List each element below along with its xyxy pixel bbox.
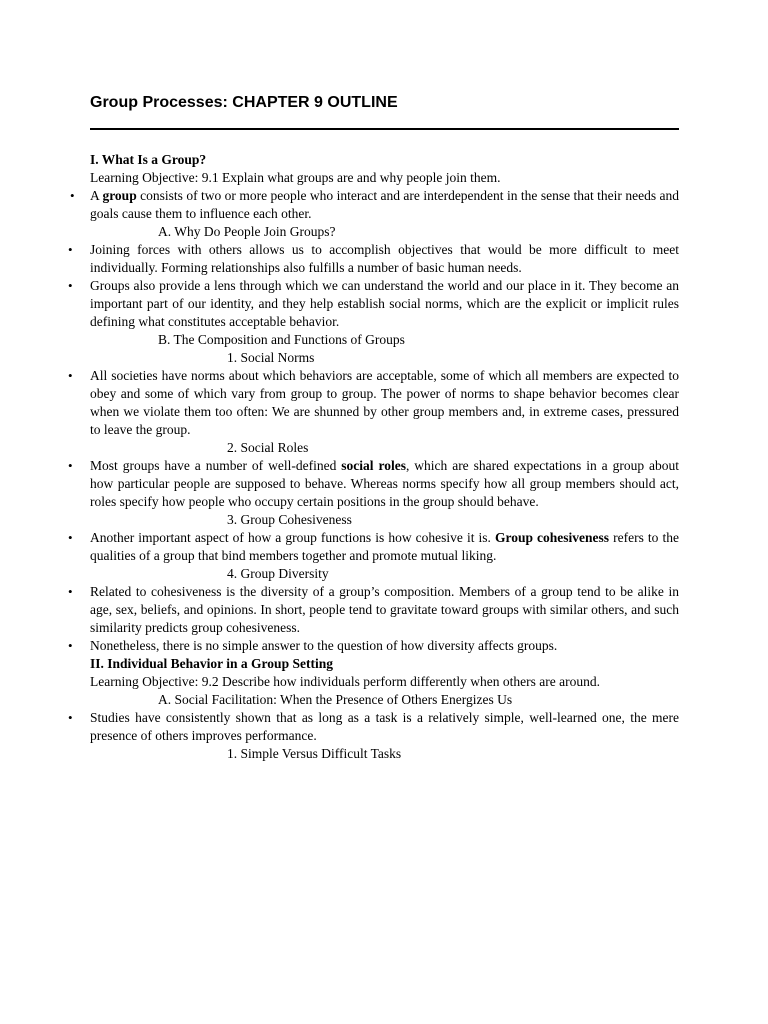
- bullet-icon: •: [68, 710, 73, 725]
- bullet-text: Groups also provide a lens through which we can understand the world and our place in it. They become an important part of our identity, and they help establish social norms, which are the explicit or implicit rules defining what constitutes acceptable behavior.: [90, 278, 679, 329]
- bullet-item: [68, 241, 679, 277]
- bullet-text: refers to the qualities of a group that bind members together and promote mutual liking.: [90, 530, 679, 563]
- section-heading: I. What Is a Group?: [90, 152, 207, 167]
- bullet-text: Related to cohesiveness is the diversity of a group’s composition. Members of a group tend to be alike in age, sex, beliefs, and opinions. In short, people tend to gravitate toward groups with similar others, and such similarity predicts group cohesiveness.: [90, 584, 679, 635]
- term-social-roles: social roles: [341, 458, 406, 473]
- section-heading: II. Individual Behavior in a Group Setting: [90, 656, 333, 671]
- subsection-heading: B. The Composition and Functions of Groups: [158, 332, 405, 347]
- term-group: group: [102, 188, 137, 203]
- subsection-heading: A. Social Facilitation: When the Presence of Others Energizes Us: [158, 692, 513, 707]
- bullet-text: All societies have norms about which behaviors are acceptable, some of which all members are expected to obey and some of which vary from group to group. The power of norms to shape behavior becomes clear when we violate them too often: We are shunned by other group members and, in extreme cases, pressured to leave the group.: [90, 368, 679, 437]
- bullet-icon: •: [68, 458, 73, 473]
- bullet-icon: •: [68, 368, 73, 383]
- bullet-text: Studies have consistently shown that as long as a task is a relatively simple, well-learned one, the mere presence of others improves performance.: [90, 710, 679, 743]
- term-group-cohesiveness: Group cohesiveness: [494, 530, 610, 545]
- bullet-text: A: [90, 188, 103, 203]
- learning-objective: Learning Objective: 9.2 Describe how individuals perform differently when others are around.: [90, 674, 600, 689]
- subsection-heading: A. Why Do People Join Groups?: [158, 224, 336, 239]
- bullet-item: [68, 457, 679, 511]
- bullet-icon: •: [68, 530, 73, 545]
- bullet-item: [68, 637, 679, 655]
- learning-objective: Learning Objective: 9.1 Explain what groups are and why people join them.: [90, 170, 501, 185]
- bullet-item: [68, 583, 679, 637]
- title-divider: [90, 128, 679, 130]
- bullet-text: consists of two or more people who interact and are interdependent in the sense that their needs and goals cause them to influence each other.: [90, 188, 679, 221]
- bullet-icon: •: [68, 278, 73, 293]
- bullet-item: [68, 709, 679, 745]
- bullet-text: , which are shared expectations in a group about how particular people are supposed to behave. Whereas norms specify how all group members should act, roles specify how people who occupy certain positions in the group should behave.: [90, 458, 679, 509]
- outline-body: [68, 151, 679, 763]
- bullet-icon: •: [68, 584, 73, 599]
- page-title: Group Processes: CHAPTER 9 OUTLINE: [90, 94, 398, 111]
- bullet-icon: •: [68, 638, 73, 653]
- numbered-heading: 1. Social Norms: [227, 350, 315, 365]
- bullet-item: [68, 277, 679, 331]
- bullet-text: Another important aspect of how a group functions is how cohesive it is.: [90, 530, 495, 545]
- bullet-icon: •: [68, 242, 73, 257]
- bullet-item: [68, 529, 679, 565]
- numbered-heading: 1. Simple Versus Difficult Tasks: [227, 746, 402, 761]
- bullet-text: Nonetheless, there is no simple answer to the question of how diversity affects groups.: [90, 638, 558, 653]
- bullet-text: Joining forces with others allows us to accomplish objectives that would be more difficult to meet individually. Forming relationships also fulfills a number of basic human needs.: [90, 242, 679, 275]
- bullet-item: [68, 367, 679, 439]
- numbered-heading: 3. Group Cohesiveness: [227, 512, 352, 527]
- numbered-heading: 4. Group Diversity: [227, 566, 329, 581]
- bullet-icon: •: [70, 188, 75, 203]
- bullet-text: Most groups have a number of well-defined: [90, 458, 342, 473]
- bullet-item: [70, 187, 679, 223]
- numbered-heading: 2. Social Roles: [227, 440, 309, 455]
